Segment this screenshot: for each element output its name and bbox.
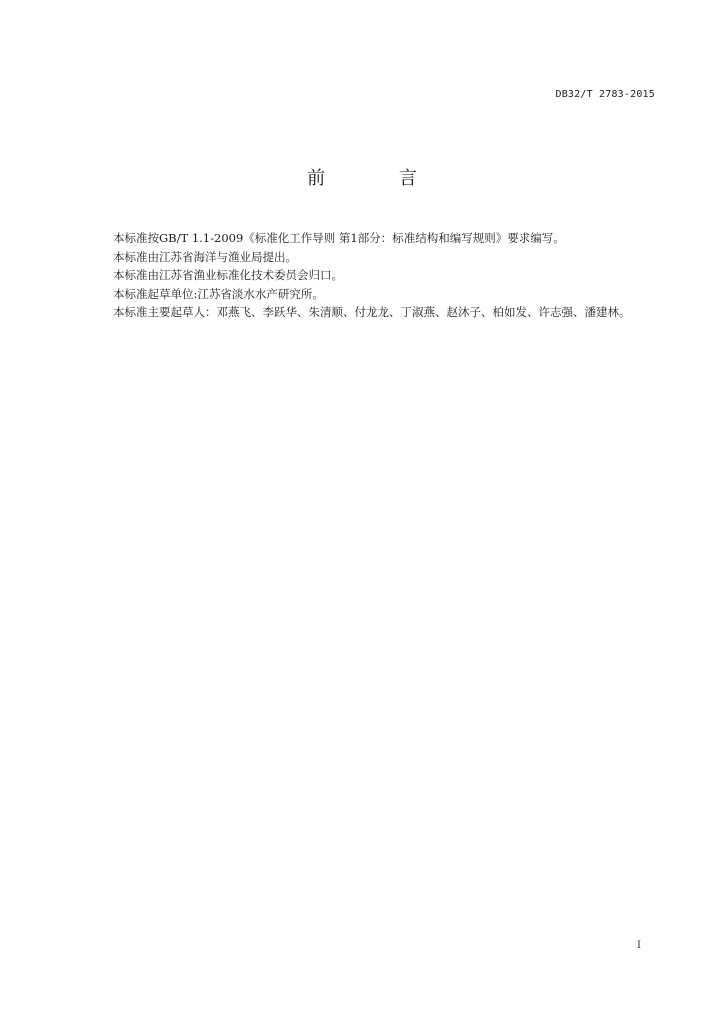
foreword-title: 前 言: [307, 168, 451, 189]
paragraph-proposer: 本标准由江苏省海洋与渔业局提出。: [113, 249, 297, 264]
page-number: I: [637, 940, 641, 951]
paragraph-drafting-rules: 本标准按GB/T 1.1-2009《标准化工作导则 第1部分：标准结构和编写规则》要求编写。: [113, 231, 565, 245]
paragraph-administrator: 本标准由江苏省渔业标准化技术委员会归口。: [113, 268, 343, 282]
paragraph-drafters: 本标准主要起草人：邓燕飞、李跃华、朱清顺、付龙龙、丁淑燕、赵沐子、柏如发、许志强、潘建林。: [113, 305, 631, 319]
foreword-body: [85, 229, 657, 322]
standard-code: DB32/T 2783-2015: [555, 89, 655, 100]
paragraph-drafting-unit: 本标准起草单位:江苏省淡水水产研究所。: [113, 286, 324, 301]
